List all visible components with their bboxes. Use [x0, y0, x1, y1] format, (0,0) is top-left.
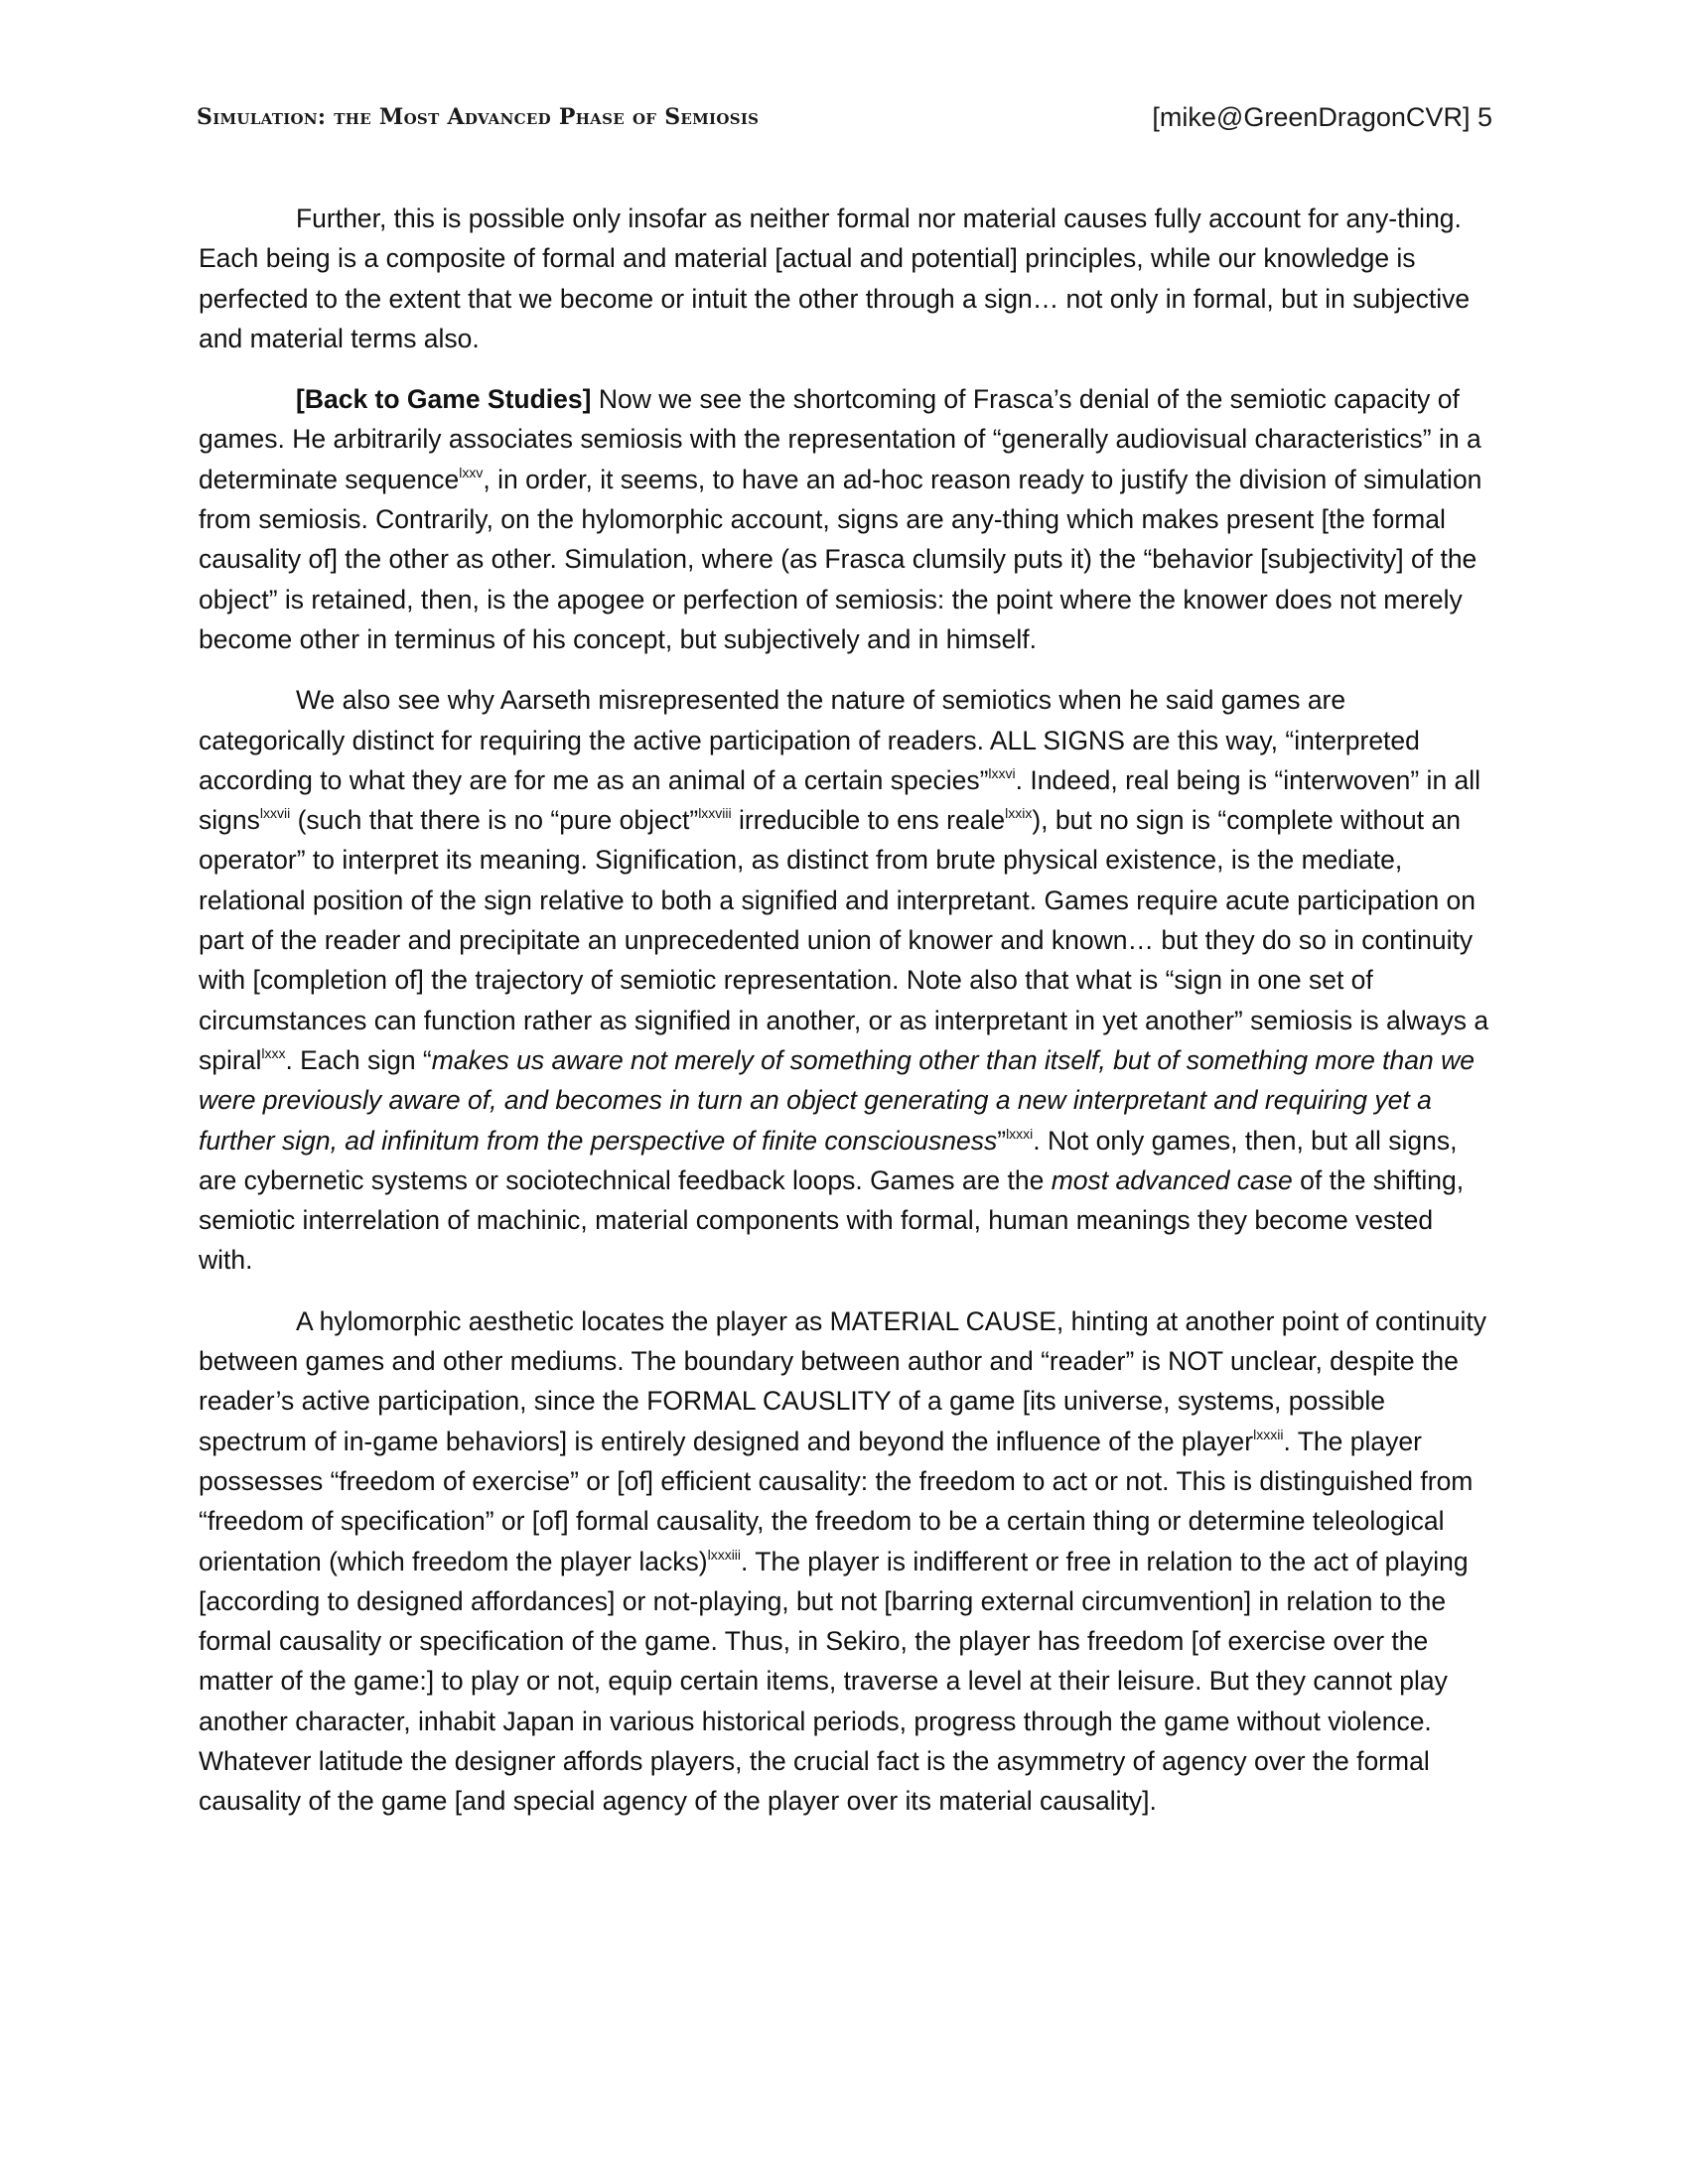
paragraph-text: ), but no sign is “complete without an operator” to interpret its meaning. Signification, as distinct from brute physical existence, is the mediate, relational position of the sign relative to both a signified and interpretant. Games require acute participation on part of the reader and precipitate an unprecedented union of knower and known… but they do so in continuity with [completion of] the trajectory of semiotic representation. Note also that what is “sign in one set of circumstances can function rather as signified in another, or as interpretant in yet another” semiosis is always a spiral — [199, 805, 1489, 1075]
paragraph-text: (such that there is no “pure object” — [290, 805, 699, 836]
paragraph-text: . Each sign “ — [285, 1044, 432, 1075]
paragraph-text: , in order, it seems, to have an ad-hoc reason ready to justify the division of simulation from semiosis. Contrarily, on the hylomorphic account, signs are any-thing which makes present [the formal causality of] the other as other. Simulation, where (as Frasca clumsily puts it) the “behavior [subjectivity] of the object” is retained, then, is the apogee or perfection of semiosis: the point where the knower does not merely become other in terminus of his concept, but subjectively and in himself. — [199, 464, 1482, 654]
endnote-ref: lxxv — [459, 464, 484, 480]
italic-emphasis: most advanced case — [1051, 1164, 1293, 1195]
page-header — [197, 97, 1492, 137]
paragraph-text: . The player is indifferent or free in relation to the act of playing [according to designed affordances] or not-playing, but not [barring external circumvention] in relation to the formal causality or specification of the game. Thus, in Sekiro, the player has freedom [of exercise over the matter of the game:] to play or not, equip certain items, traverse a level at their leisure. But they cannot play another character, inhabit Japan in various historical periods, progress through the game without violence. Whatever latitude the designer affords players, the crucial fact is the asymmetry of agency over the formal causality of the game [and special agency of the player over its material causality]. — [199, 1546, 1469, 1817]
endnote-ref: lxxxiii — [707, 1546, 742, 1563]
paragraph-text: . The player possesses “freedom of exercise” or [of] efficient causality: the freedom to act or not. This is distinguished from “freedom of specification” or [of] formal causality, the freedom to be a certain thing or determine teleological orientation (which freedom the player lacks) — [199, 1426, 1474, 1576]
paragraph-3 — [199, 680, 1491, 1280]
paragraph-text: of the shifting, semiotic interrelation of machinic, material components with formal, human meanings they become vested with. — [199, 1164, 1465, 1276]
paragraph-text: Further, this is possible only insofar as neither formal nor material causes fully account for any-thing. Each being is a composite of formal and material [actual and potential] principles, while our knowledge is perfected to the extent that we become or intuit the other through a sign… not only in formal, but in subjective and material terms also. — [199, 204, 1471, 353]
italic-quote: makes us aware not merely of something other than itself, but of something more than we were previously aware of, and becomes in turn an object generating a new interpretant and requiring yet a further sign, ad infinitum from the perspective of finite consciousness — [199, 1044, 1475, 1156]
paragraph-4 — [199, 1301, 1491, 1822]
endnote-ref: lxxviii — [698, 805, 732, 822]
paragraph-2 — [199, 379, 1491, 659]
paragraph-text: ” — [997, 1125, 1007, 1156]
paragraph-text: . Not only games, then, but all signs, are cybernetic systems or sociotechnical feedback loops. Games are the — [199, 1125, 1458, 1195]
author-contact: [mike@GreenDragonCVR] — [1152, 101, 1471, 132]
endnote-ref: lxxvi — [988, 764, 1016, 781]
endnote-ref: lxxix — [1005, 805, 1033, 822]
endnote-ref: lxxvii — [259, 805, 291, 822]
paragraph-text: irreducible to ens reale — [731, 805, 1006, 836]
paragraph-text: We also see why Aarseth misrepresented the nature of semiotics when he said games are categorically distinct for requiring the active participation of readers. ALL SIGNS are this way, “interpreted according to what they are for me as an animal of a certain species” — [199, 685, 1420, 795]
page-number: 5 — [1477, 101, 1492, 132]
body-text — [199, 199, 1491, 1843]
paragraph-text: A hylomorphic aesthetic locates the player as MATERIAL CAUSE, hinting at another point of continuity between games and other mediums. The boundary between author and “reader” is NOT unclear, despite the reader’s active participation, since the FORMAL CAUSLITY of a game [its universe, systems, possible spectrum of in-game behaviors] is entirely designed and beyond the influence of the player — [199, 1305, 1487, 1456]
paragraph-text: . Indeed, real being is “interwoven” in all signs — [199, 764, 1481, 836]
paragraph-1 — [199, 199, 1491, 358]
running-title: Simulation: the Most Advanced Phase of Semiosis — [197, 104, 760, 130]
endnote-ref: lxxxii — [1253, 1426, 1284, 1442]
endnote-ref: lxxx — [261, 1044, 286, 1061]
page-reference — [1152, 102, 1492, 133]
section-lead: [Back to Game Studies] — [296, 384, 592, 415]
paragraph-text: Now we see the shortcoming of Frasca’s denial of the semiotic capacity of games. He arbitrarily associates semiosis with the representation of “generally audiovisual characteristics” in a determinate sequence — [199, 384, 1481, 494]
endnote-ref: lxxxi — [1006, 1125, 1034, 1142]
